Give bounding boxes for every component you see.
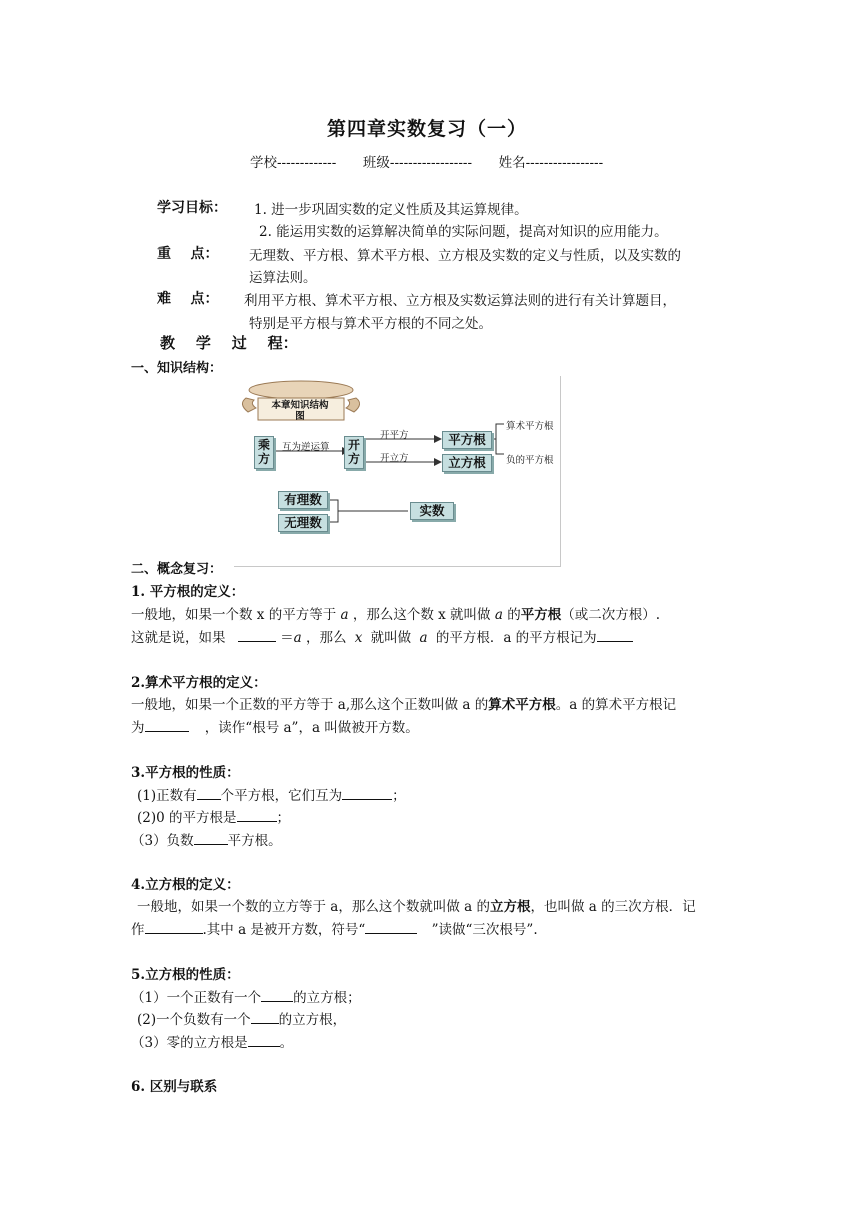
s5-text: （1）一个正数有一个 (131, 990, 262, 1006)
objective-item-1: 1. 进一步巩固实数的定义性质及其运算规律。 (254, 202, 528, 218)
s1-text: ＝ (280, 630, 294, 646)
irrational-box: 无理数 (278, 514, 328, 532)
s3-heading: 3.平方根的性质： (131, 765, 240, 781)
s2-heading: 2.算术平方根的定义： (131, 675, 267, 691)
knowledge-structure-diagram (234, 376, 561, 567)
s5-line-3 (131, 1031, 293, 1051)
answer-blank[interactable] (597, 627, 633, 642)
var-a: a (293, 630, 302, 646)
info-line (250, 151, 603, 171)
s3-text: （3）负数 (131, 833, 194, 849)
s2-paragraph-2 (131, 716, 419, 736)
s1-paragraph-2 (131, 626, 633, 646)
school-field: 学校------------- (250, 155, 337, 171)
s5-heading: 5.立方根的性质： (131, 967, 240, 983)
s3-text: 个平方根，它们互为 (220, 788, 343, 804)
objective-item-2: 2. 能运用实数的运算解决简单的实际问题，提高对知识的应用能力。 (259, 224, 668, 240)
s3-line-3 (131, 829, 282, 849)
s1-text: 的 (507, 607, 521, 623)
rational-box: 有理数 (278, 491, 328, 509)
s4-text: .其中 a 是被开方数，符号“ (202, 922, 366, 938)
answer-blank[interactable] (237, 807, 277, 822)
s2-term: 算术平方根 (488, 697, 556, 713)
section-2-heading: 二、概念复习： (131, 562, 223, 577)
difficulties-line-2: 特别是平方根与算术平方根的不同之处。 (249, 316, 492, 332)
s4-paragraph-1 (137, 895, 696, 915)
s5-line-1 (131, 986, 361, 1006)
key-points-label: 重 点： (157, 246, 219, 262)
process-heading: 教 学 过 程： (160, 334, 298, 352)
page-title: 第四章实数复习（一） (327, 118, 528, 140)
var-x: x (354, 630, 363, 646)
s3-text: 平方根。 (227, 833, 282, 849)
answer-blank[interactable] (145, 717, 189, 732)
s2-text: ，读作“根号 a”，a 叫做被开方数。 (204, 720, 419, 736)
cube-root-box: 立方根 (442, 454, 492, 472)
answer-blank[interactable] (342, 785, 392, 800)
real-box: 实数 (410, 502, 454, 520)
s4-text: ”读做“三次根号”. (431, 922, 538, 938)
answer-blank[interactable] (194, 830, 228, 845)
diagram-connectors (234, 376, 560, 566)
difficulties-line-1: 利用平方根、算术平方根、立方根及实数运算法则的进行有关计算题目， (244, 293, 676, 309)
s5-text: (2)一个负数有一个 (137, 1012, 251, 1028)
inverse-label: 互为逆运算 (282, 442, 330, 453)
answer-blank[interactable] (248, 1032, 280, 1047)
s1-text: （或二次方根）. (561, 607, 661, 623)
s1-term: 平方根 (520, 607, 562, 623)
s5-text: （3）零的立方根是 (131, 1035, 248, 1051)
s2-text: 为 (131, 720, 145, 736)
s4-text: ，也叫做 a 的三次方根．记 (530, 899, 696, 915)
answer-blank[interactable] (238, 627, 276, 642)
neg-root-label: 负的平方根 (506, 455, 554, 466)
s4-paragraph-2 (131, 918, 538, 938)
var-a: a (494, 607, 503, 623)
s3-line-2 (137, 806, 290, 826)
s4-text: 作 (131, 922, 145, 938)
s5-line-2 (137, 1008, 346, 1028)
s4-term: 立方根 (489, 899, 531, 915)
s2-text: 。a 的算术平方根记 (555, 697, 677, 713)
answer-blank[interactable] (145, 919, 203, 934)
square-root-box: 平方根 (442, 431, 492, 449)
s1-text: ，那么 (305, 630, 347, 646)
s3-text: (2)0 的平方根是 (137, 810, 237, 826)
s5-text: 的立方根； (293, 990, 361, 1006)
s5-text: 的立方根， (278, 1012, 347, 1028)
s1-heading-number: 1 (131, 584, 141, 600)
objectives-label: 学习目标： (157, 200, 227, 216)
s1-paragraph-1 (131, 603, 660, 623)
s3-text: ； (392, 788, 406, 804)
answer-blank[interactable] (251, 1009, 279, 1024)
cbrt-op-label: 开立方 (380, 453, 409, 464)
class-field: 班级------------------ (362, 155, 473, 171)
s1-heading-text: . 平方根的定义： (140, 584, 245, 600)
sqrt-op-label: 开平方 (380, 430, 409, 441)
banner-title: 本章知识结构图 (271, 400, 329, 422)
s1-text: ，那么这个数 x 就叫做 (352, 607, 491, 623)
s1-text: 这就是说，如果 (131, 630, 226, 646)
s5-text: 。 (279, 1035, 294, 1051)
key-points-line-1: 无理数、平方根、算术平方根、立方根及实数的定义与性质，以及实数的 (249, 248, 681, 264)
s2-paragraph-1 (131, 693, 676, 713)
s1-heading (131, 580, 244, 600)
arith-root-label: 算术平方根 (506, 421, 554, 432)
s3-text: (1)正数有 (137, 788, 197, 804)
power-box: 乘方 (254, 436, 274, 469)
answer-blank[interactable] (197, 785, 221, 800)
root-box: 开方 (344, 436, 364, 469)
answer-blank[interactable] (261, 987, 293, 1002)
var-a: a (340, 607, 349, 623)
s2-text: 一般地，如果一个正数的平方等于 a,那么这个正数叫做 a 的 (131, 697, 489, 713)
key-points-line-2: 运算法则。 (249, 270, 317, 286)
s1-text: 一般地，如果一个数 x 的平方等于 (131, 607, 337, 623)
difficulties-label: 难 点： (157, 291, 219, 307)
s4-text: 一般地，如果一个数的立方等于 a，那么这个数就叫做 a 的 (137, 899, 490, 915)
s3-line-1 (137, 784, 406, 804)
s6-heading: 6. 区别与联系 (131, 1079, 218, 1095)
s1-text: 就叫做 (370, 630, 412, 646)
var-a: a (419, 630, 428, 646)
section-1-heading: 一、知识结构： (131, 361, 223, 376)
s3-text: ； (276, 810, 291, 826)
s4-heading: 4.立方根的定义： (131, 877, 240, 893)
answer-blank[interactable] (365, 919, 417, 934)
name-field: 姓名----------------- (498, 155, 604, 171)
s1-text: 的平方根．a 的平方根记为 (435, 630, 597, 646)
